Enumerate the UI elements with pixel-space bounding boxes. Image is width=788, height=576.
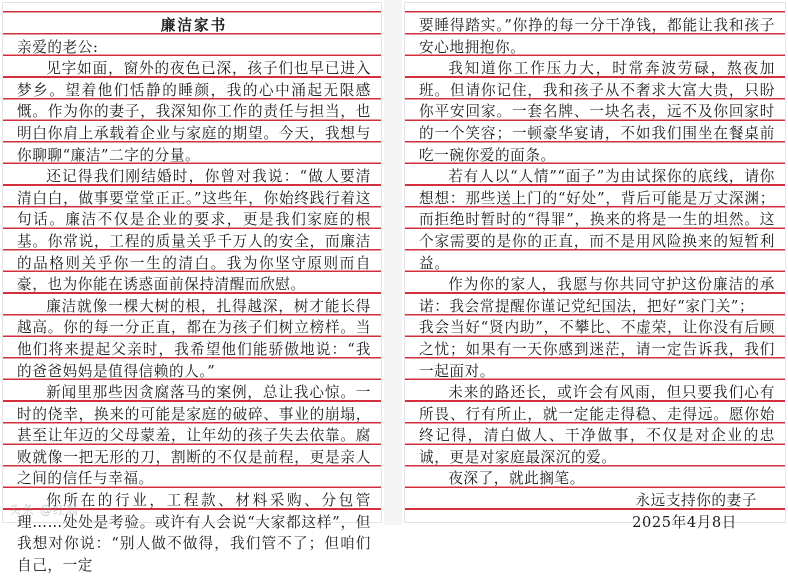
letter-date: 2025年4月8日 <box>632 513 737 531</box>
letter-paragraph: 新闻里那些因贪腐落马的案例，总让我心惊。一时的侥幸，换来的可能是家庭的破碎、事业的崩塌，甚至让年迈的父母蒙羞，让年幼的孩子失去依靠。腐败就像一把无形的刀，割断的不仅是前程，更是亲人之间的信任与幸福。 <box>17 384 371 488</box>
letter-signature: 永远支持你的妻子 <box>635 492 757 510</box>
letter-paragraph: 见字如面，窗外的夜色已深，孩子们也早已进入梦乡。望着他们恬静的睡颜，我的心中涌起无限感慨。作为你的妻子，我深知你工作的责任与担当，也明白你肩上承载着企业与家庭的期望。今天，我想与你聊聊“廉洁”二字的分量。 <box>17 60 371 164</box>
letter-text-left <box>17 15 371 576</box>
letter-page-left <box>2 2 382 574</box>
letter-paragraph: 廉洁就像一棵大树的根，扎得越深，树才能长得越高。你的每一分正直，都在为孩子们树立榜样。当他们将来提起父亲时，我希望他们能骄傲地说：“我的爸爸妈妈是值得信赖的人。” <box>17 297 371 380</box>
letter-paragraph: 未来的路还长，或许会有风雨，但只要我们心有所畏、行有所止，就一定能走得稳、走得远。愿你始终记得，清白做人、干净做事，不仅是对企业的忠诚，更是对家庭最深沉的爱。 <box>419 384 775 466</box>
letter-paragraph: 若有人以“人情”“面子”为由试探你的底线，请你想想：那些送上门的“好处”，背后可能是万丈深渊；而拒绝时暂时的“得罪”，换来的将是一生的坦然。这个家需要的是你的正直，而不是用风险换来的短暂利益。 <box>419 168 775 272</box>
letter-paragraph: 夜深了，就此搁笔。 <box>448 470 585 488</box>
letter-paragraph: 还记得我们刚结婚时，你曾对我说：“做人要清清白白，做事要堂堂正正。”这些年，你始终践行着这句话。廉洁不仅是企业的要求，更是我们家庭的根基。你常说，工程的质量关乎千万人的安全，而廉洁的品格则关乎你一生的清白。我为你坚守原则而自豪，也为你能在诱惑面前保持清醒而欣慰。 <box>17 168 371 294</box>
letter-paragraph-continued: 要睡得踏实。”你挣的每一分干净钱，都能让我和孩子安心地拥抱你。 <box>419 17 775 56</box>
letter-paragraph: 作为你的家人，我愿与你共同守护这份廉洁的承诺：我会常提醒你谨记党纪国法，把好“家门关”； <box>419 276 775 315</box>
watermark: 头条 @红翁 <box>9 503 79 517</box>
letter-title: 廉洁家书 <box>160 17 228 34</box>
letter-paragraph: 你所在的行业，工程款、材料采购、分包管理……处处是考验。或许有人会说“大家都这样”，但我想对你说：“别人做不做得，我们管不了；但咱们自己，一定 <box>17 492 371 574</box>
letter-paragraph-continued: 我会当好“贤内助”，不攀比、不虚荣，让你没有后顾之忧；如果有一天你感到迷茫，请一定告诉我，我们一起面对。 <box>419 319 775 380</box>
letter-paragraph: 我知道你工作压力大，时常奔波劳碌，熬夜加班。但请你记住，我和孩子从不奢求大富大贵，只盼你平安回家。一套名牌、一块名表，远不及你回家时的一个笑容；一顿豪华宴请，不如我们围坐在餐桌前吃一碗你爱的面条。 <box>419 60 775 164</box>
letter-text-right <box>419 15 775 533</box>
letter-page-right <box>404 2 786 531</box>
page-gutter <box>384 0 402 525</box>
letter-greeting: 亲爱的老公: <box>17 38 99 56</box>
